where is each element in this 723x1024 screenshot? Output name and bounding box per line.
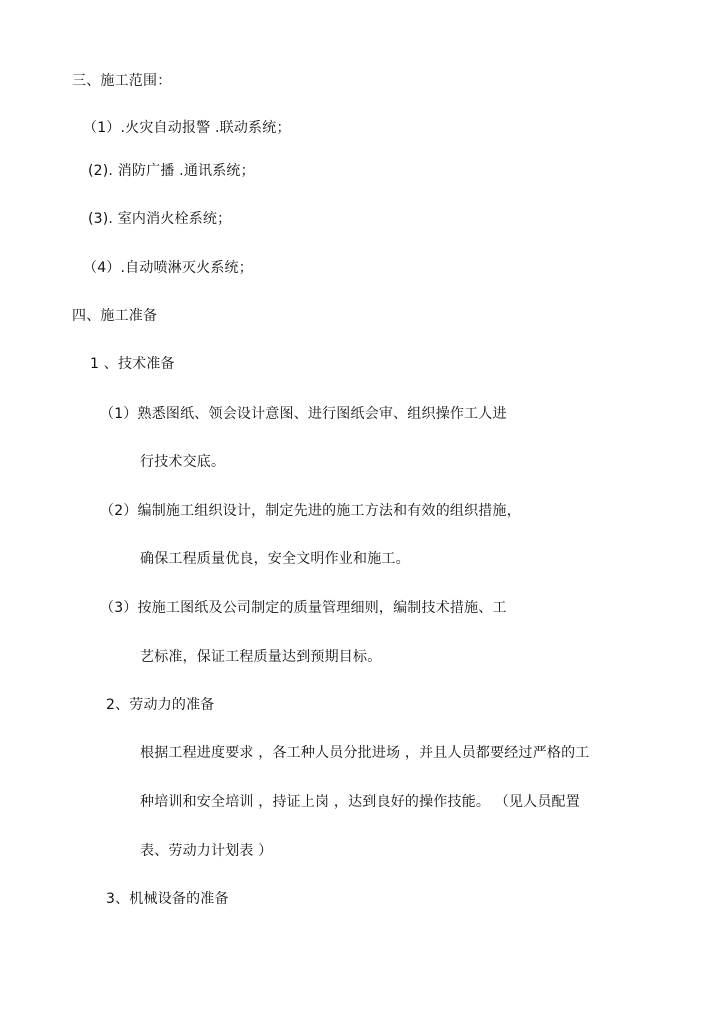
tech-prep-heading: 1 、技术准备 <box>90 356 175 372</box>
section-3-heading: 三、施工范围： <box>72 73 172 89</box>
scope-item-3: (3). 室内消火栓系统； <box>88 211 232 227</box>
equipment-prep-heading: 3、机械设备的准备 <box>106 891 229 907</box>
tech-prep-item-1-line-1: （1）熟悉图纸、领会设计意图、进行图纸会审、组织操作工人进 <box>100 406 507 422</box>
scope-item-2: (2). 消防广播 .通讯系统； <box>88 163 255 179</box>
labor-prep-line-2: 种培训和安全培训 ，持证上岗 ，达到良好的操作技能。 （见人员配置 <box>140 794 580 810</box>
scope-item-4: （4）.自动喷淋灭火系统； <box>83 260 253 276</box>
labor-prep-line-3: 表、劳动力计划表 ） <box>140 843 273 859</box>
labor-prep-heading: 2、劳动力的准备 <box>106 697 215 713</box>
scope-item-1: （1）.火灾自动报警 .联动系统； <box>83 120 291 136</box>
tech-prep-item-2-line-2: 确保工程质量优良，安全文明作业和施工。 <box>140 551 410 567</box>
tech-prep-item-1-line-2: 行技术交底。 <box>140 454 226 470</box>
section-4-heading: 四、施工准备 <box>72 308 158 324</box>
labor-prep-line-1: 根据工程进度要求 ，各工种人员分批进场 ，并且人员都要经过严格的工 <box>140 745 590 761</box>
tech-prep-item-3-line-1: （3）按施工图纸及公司制定的质量管理细则，编制技术措施、工 <box>100 600 507 616</box>
tech-prep-item-2-line-1: （2）编制施工组织设计，制定先进的施工方法和有效的组织措施， <box>100 503 521 519</box>
tech-prep-item-3-line-2: 艺标准，保证工程质量达到预期目标。 <box>140 649 382 665</box>
